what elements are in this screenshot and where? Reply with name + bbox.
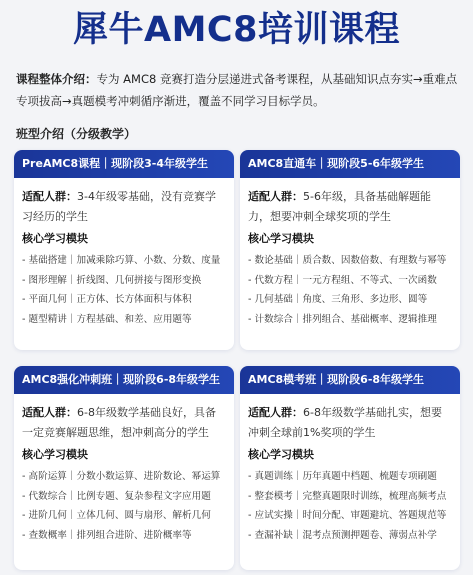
module-item: - 进阶几何｜立体几何、圆与扇形、解析几何: [22, 510, 211, 521]
card-header: AMC8模考班｜现阶段6-8年级学生: [240, 366, 460, 394]
class-card-pre-amc8: [14, 150, 234, 350]
audience: [248, 187, 452, 227]
modules-title: 核心学习模块: [22, 448, 88, 461]
card-body: [14, 394, 234, 545]
module-item: - 几何基础｜角度、三角形、多边形、圆等: [248, 294, 428, 305]
class-card-amc8-express: [240, 150, 460, 350]
module-item: - 题型精讲｜方程基础、和差、应用题等: [22, 313, 192, 325]
modules-title: 核心学习模块: [248, 232, 314, 245]
module-item: - 整套模考｜完整真题限时训练，梳理高频考点: [248, 490, 447, 502]
page-title: 犀牛AMC8培训课程: [73, 10, 400, 50]
audience: [22, 187, 226, 227]
module-list: [22, 467, 226, 545]
section-title: 班型介绍（分级教学）: [16, 127, 137, 141]
module-list: [248, 467, 452, 545]
audience-label: 适配人群：: [22, 406, 77, 419]
module-item: - 高阶运算｜分数小数运算、进阶数论、幂运算: [22, 471, 221, 482]
class-card-amc8-intensive: [14, 366, 234, 570]
module-list: [248, 251, 452, 329]
module-item: - 数论基础｜质合数、因数倍数、有理数与幂等: [248, 255, 447, 266]
module-item: - 真题训练｜历年真题中档题、梳题专项刷题: [248, 471, 437, 482]
card-body: [14, 178, 234, 329]
module-item: - 代数方程｜一元方程组、不等式、一次函数: [248, 274, 437, 286]
modules-title: 核心学习模块: [22, 232, 88, 245]
card-body: [240, 394, 460, 545]
module-list: [22, 251, 226, 329]
audience-text: 6-8年级数学基础扎实，想要冲刺全球前1%奖项的学生: [248, 406, 442, 439]
audience: [248, 403, 452, 443]
audience: [22, 403, 226, 443]
card-body: [240, 178, 460, 329]
module-item: - 查数概率｜排列组合进阶、进阶概率等: [22, 529, 192, 541]
course-intro: [16, 68, 461, 112]
audience-text: 5-6年级，具备基础解题能力，想要冲刺全球奖项的学生: [248, 190, 431, 223]
audience-text: 3-4年级零基础，没有竞赛学习经历的学生: [22, 190, 216, 223]
module-item: - 查漏补缺｜混考点预测押题卷、薄弱点补学: [248, 529, 437, 541]
audience-label: 适配人群：: [22, 190, 77, 203]
intro-label: 课程整体介绍：: [16, 72, 97, 86]
card-header: PreAMC8课程｜现阶段3-4年级学生: [14, 150, 234, 178]
module-item: - 代数综合｜比例专题、复杂参程文字应用题: [22, 490, 211, 502]
audience-label: 适配人群：: [248, 406, 303, 419]
module-item: - 应试实操｜时间分配、审题避坑、答题规范等: [248, 510, 447, 521]
audience-label: 适配人群：: [248, 190, 303, 203]
class-card-amc8-mock-exam: [240, 366, 460, 570]
card-header: AMC8直通车｜现阶段5-6年级学生: [240, 150, 460, 178]
intro-text: 专为 AMC8 竞赛打造分层递进式备考课程，从基础知识点夯实→重难点专项拔高→真题模考冲刺循序渐进，覆盖不同学习目标学员。: [16, 72, 458, 108]
card-header: AMC8强化冲刺班｜现阶段6-8年级学生: [14, 366, 234, 394]
audience-text: 6-8年级数学基础良好，具备一定竞赛解题思维，想冲刺高分的学生: [22, 406, 216, 439]
module-item: - 平面几何｜正方体、长方体面积与体积: [22, 294, 192, 305]
module-item: - 计数综合｜排列组合、基础概率、逻辑推理: [248, 313, 437, 325]
module-item: - 图形理解｜折线图、几何拼接与图形变换: [22, 274, 202, 286]
module-item: - 基础搭建｜加减乘除巧算、小数、分数、度量: [22, 255, 221, 266]
modules-title: 核心学习模块: [248, 448, 314, 461]
